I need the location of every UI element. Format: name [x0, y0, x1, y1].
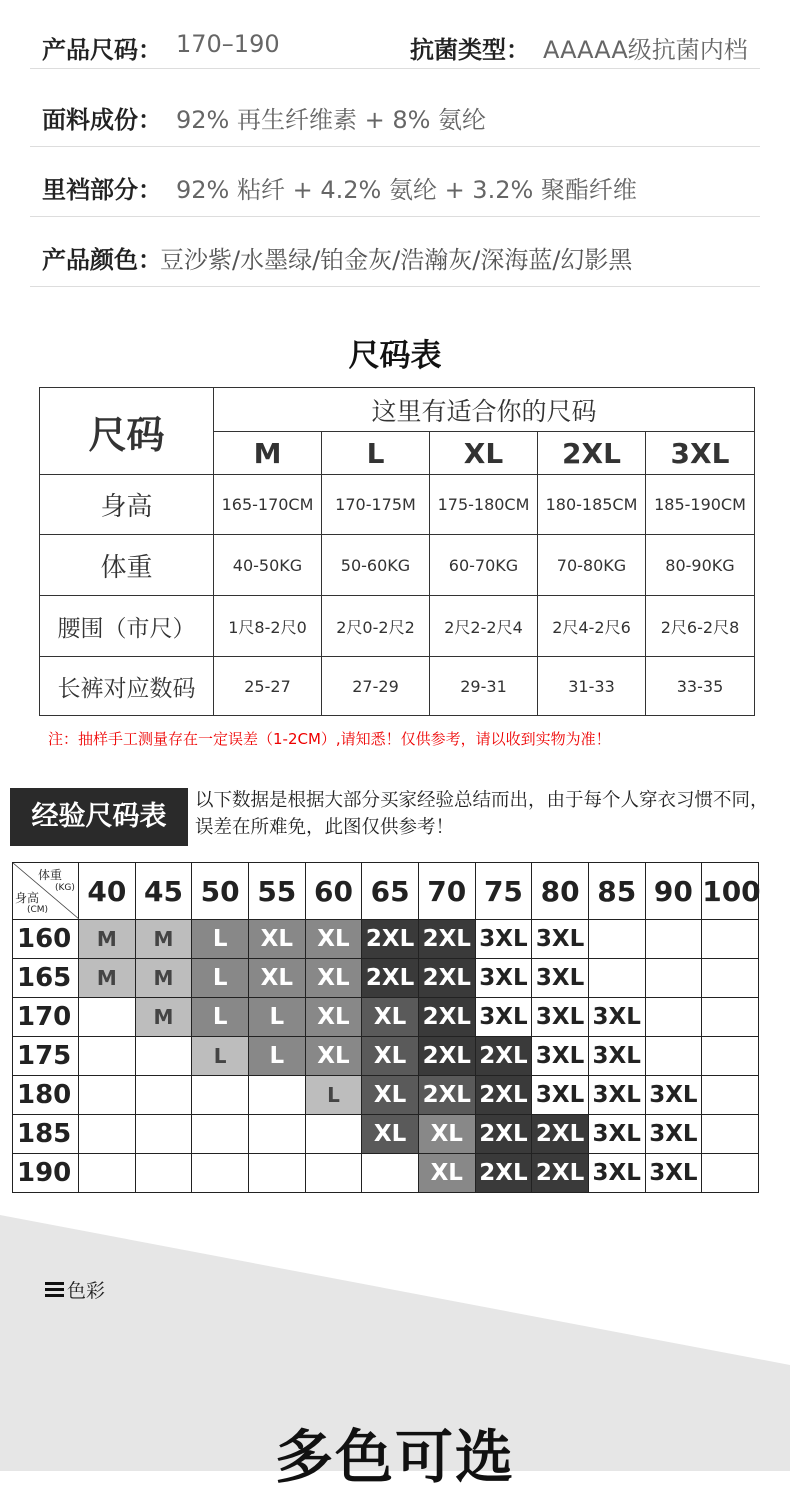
table-row — [40, 657, 755, 716]
size-cell: XL — [305, 1037, 362, 1076]
size-cell: 3XL — [532, 1037, 589, 1076]
size-cell — [192, 1115, 249, 1154]
table-row — [40, 475, 755, 535]
size-cell: 3XL — [588, 1076, 645, 1115]
size-cell — [79, 1115, 136, 1154]
table-cell: 80-90KG — [646, 535, 755, 596]
weight-header: 75 — [475, 863, 532, 920]
size-cell: 3XL — [475, 920, 532, 959]
size-cell — [645, 1037, 702, 1076]
table-cell: 29-31 — [430, 657, 538, 716]
size-cell: L — [248, 998, 305, 1037]
corner-diagonal — [13, 863, 79, 919]
size-cell: L — [305, 1076, 362, 1115]
info-row-size — [30, 6, 760, 69]
size-cell: XL — [362, 998, 419, 1037]
size-cell: 2XL — [475, 1076, 532, 1115]
size-chart-corner: 尺码 — [40, 388, 214, 475]
size-cell: 2XL — [418, 1037, 475, 1076]
size-cell — [135, 1115, 192, 1154]
height-label: 190 — [13, 1154, 79, 1193]
fabric-label: 面料成份： — [42, 106, 162, 134]
weight-header: 80 — [532, 863, 589, 920]
experience-chart-desc: 以下数据是根据大部分买家经验总结而出，由于每个人穿衣习惯不同，误差在所难免，此图仅供参考！ — [195, 790, 769, 838]
info-row-color — [30, 216, 760, 287]
size-cell: 2XL — [475, 1037, 532, 1076]
size-cell — [645, 998, 702, 1037]
size-cell: 3XL — [532, 998, 589, 1037]
table-cell: 27-29 — [322, 657, 430, 716]
size-cell — [192, 1154, 249, 1193]
size-cell: 2XL — [532, 1154, 589, 1193]
height-label: 170 — [13, 998, 79, 1037]
size-cell — [305, 1154, 362, 1193]
size-cell — [135, 1037, 192, 1076]
colors-section-label — [45, 1276, 105, 1303]
info-row-lining — [30, 146, 760, 217]
size-chart-span-header: 这里有适合你的尺码 — [214, 388, 755, 432]
table-cell: 33-35 — [646, 657, 755, 716]
size-cell — [645, 920, 702, 959]
size-cell — [135, 1076, 192, 1115]
weight-header: 85 — [588, 863, 645, 920]
size-cell — [305, 1115, 362, 1154]
size-cell: M — [79, 959, 136, 998]
height-label: 160 — [13, 920, 79, 959]
size-header: XL — [430, 432, 538, 475]
size-cell: XL — [362, 1037, 419, 1076]
size-chart-table — [39, 387, 755, 716]
size-cell: L — [248, 1037, 305, 1076]
size-cell — [702, 959, 759, 998]
weight-header: 45 — [135, 863, 192, 920]
size-cell: 2XL — [418, 959, 475, 998]
table-cell: 1尺8-2尺0 — [214, 596, 322, 657]
weight-header: 55 — [248, 863, 305, 920]
size-cell: L — [192, 1037, 249, 1076]
size-cell: XL — [305, 998, 362, 1037]
size-cell: 3XL — [588, 1115, 645, 1154]
table-cell: 25-27 — [214, 657, 322, 716]
menu-icon — [45, 1282, 64, 1297]
size-cell: 2XL — [475, 1115, 532, 1154]
table-cell: 70-80KG — [538, 535, 646, 596]
size-cell: L — [192, 998, 249, 1037]
size-cell: 2XL — [532, 1115, 589, 1154]
row-label: 长裤对应数码 — [40, 657, 214, 716]
table-row — [13, 1115, 759, 1154]
table-cell: 40-50KG — [214, 535, 322, 596]
size-cell: 3XL — [532, 959, 589, 998]
table-cell: 2尺0-2尺2 — [322, 596, 430, 657]
fabric-value: 92% 再生纤维素 + 8% 氨纶 — [176, 106, 487, 134]
height-label: 175 — [13, 1037, 79, 1076]
size-cell: XL — [362, 1115, 419, 1154]
color-label: 产品颜色： — [42, 246, 162, 274]
size-cell: M — [135, 998, 192, 1037]
size-cell: XL — [418, 1115, 475, 1154]
size-cell: 3XL — [645, 1115, 702, 1154]
multi-color-headline: 多色可选 — [274, 1423, 515, 1491]
size-header: M — [214, 432, 322, 475]
table-row — [13, 1076, 759, 1115]
corner-height: 身高 — [15, 891, 40, 905]
size-cell: XL — [362, 1076, 419, 1115]
size-value: 170–190 — [176, 30, 280, 58]
size-cell — [702, 1154, 759, 1193]
size-cell — [79, 1076, 136, 1115]
size-cell: XL — [248, 920, 305, 959]
table-row — [13, 1037, 759, 1076]
size-cell: 3XL — [532, 1076, 589, 1115]
size-cell — [588, 959, 645, 998]
table-row — [13, 1154, 759, 1193]
size-label: 产品尺码： — [42, 36, 162, 64]
size-cell — [702, 1115, 759, 1154]
table-cell: 170-175M — [322, 475, 430, 535]
size-cell — [79, 1037, 136, 1076]
table-cell: 175-180CM — [430, 475, 538, 535]
size-cell: 3XL — [588, 1037, 645, 1076]
weight-header: 100 — [702, 863, 759, 920]
size-header: 3XL — [646, 432, 755, 475]
measurement-note: 注：抽样手工测量存在一定误差（1-2CM）,请知悉！仅供参考，请以收到实物为准！ — [48, 730, 611, 748]
size-cell: 3XL — [588, 998, 645, 1037]
size-cell — [702, 1037, 759, 1076]
table-cell: 185-190CM — [646, 475, 755, 535]
size-cell: M — [79, 920, 136, 959]
weight-header: 50 — [192, 863, 249, 920]
antibac-value: AAAAA级抗菌内档 — [543, 36, 748, 64]
size-cell: XL — [305, 959, 362, 998]
table-row — [40, 535, 755, 596]
table-cell: 31-33 — [538, 657, 646, 716]
weight-header: 90 — [645, 863, 702, 920]
table-cell: 50-60KG — [322, 535, 430, 596]
table-cell: 2尺4-2尺6 — [538, 596, 646, 657]
size-cell: 2XL — [418, 998, 475, 1037]
size-cell — [79, 998, 136, 1037]
size-cell — [588, 920, 645, 959]
corner-weight: 体重 — [38, 868, 63, 882]
size-cell: M — [135, 920, 192, 959]
weight-header: 60 — [305, 863, 362, 920]
size-cell: L — [192, 920, 249, 959]
experience-chart-title: 经验尺码表 — [10, 788, 188, 846]
size-cell — [248, 1076, 305, 1115]
corner-kg: (KG) — [55, 883, 75, 893]
table-cell: 2尺2-2尺4 — [430, 596, 538, 657]
size-header: 2XL — [538, 432, 646, 475]
size-chart-title: 尺码表 — [348, 338, 442, 374]
height-label: 165 — [13, 959, 79, 998]
corner-cm: (CM) — [27, 905, 49, 915]
size-cell: 3XL — [645, 1076, 702, 1115]
size-cell — [362, 1154, 419, 1193]
size-cell: 2XL — [362, 920, 419, 959]
row-label: 身高 — [40, 475, 214, 535]
experience-chart-table — [12, 862, 759, 1193]
size-cell — [702, 1076, 759, 1115]
antibac-label: 抗菌类型： — [410, 36, 530, 64]
size-cell: L — [192, 959, 249, 998]
height-label: 180 — [13, 1076, 79, 1115]
table-row — [13, 920, 759, 959]
size-header: L — [322, 432, 430, 475]
experience-chart-corner — [13, 863, 79, 920]
table-cell: 2尺6-2尺8 — [646, 596, 755, 657]
size-cell: 2XL — [418, 1076, 475, 1115]
info-row-fabric — [30, 76, 760, 147]
size-cell — [645, 959, 702, 998]
weight-header: 65 — [362, 863, 419, 920]
size-cell: 2XL — [362, 959, 419, 998]
size-cell: XL — [248, 959, 305, 998]
table-cell: 165-170CM — [214, 475, 322, 535]
table-row — [40, 596, 755, 657]
size-cell: M — [135, 959, 192, 998]
size-cell: 3XL — [645, 1154, 702, 1193]
lining-label: 里裆部分： — [42, 176, 162, 204]
table-cell: 60-70KG — [430, 535, 538, 596]
color-value: 豆沙紫/水墨绿/铂金灰/浩瀚灰/深海蓝/幻影黑 — [160, 246, 633, 274]
height-label: 185 — [13, 1115, 79, 1154]
size-cell: XL — [418, 1154, 475, 1193]
size-cell — [702, 920, 759, 959]
colors-label-text: 色彩 — [67, 1280, 106, 1302]
table-row — [13, 998, 759, 1037]
size-cell — [248, 1115, 305, 1154]
size-cell: 3XL — [588, 1154, 645, 1193]
size-cell — [702, 998, 759, 1037]
row-label: 体重 — [40, 535, 214, 596]
lining-value: 92% 粘纤 + 4.2% 氨纶 + 3.2% 聚酯纤维 — [176, 176, 637, 204]
size-cell — [79, 1154, 136, 1193]
weight-header: 70 — [418, 863, 475, 920]
size-cell: 3XL — [532, 920, 589, 959]
size-cell: 2XL — [475, 1154, 532, 1193]
size-cell — [192, 1076, 249, 1115]
size-cell: 2XL — [418, 920, 475, 959]
size-cell — [135, 1154, 192, 1193]
size-cell — [248, 1154, 305, 1193]
table-cell: 180-185CM — [538, 475, 646, 535]
weight-header: 40 — [79, 863, 136, 920]
size-cell: 3XL — [475, 959, 532, 998]
row-label: 腰围（市尺） — [40, 596, 214, 657]
size-cell: 3XL — [475, 998, 532, 1037]
table-row — [13, 959, 759, 998]
size-cell: XL — [305, 920, 362, 959]
